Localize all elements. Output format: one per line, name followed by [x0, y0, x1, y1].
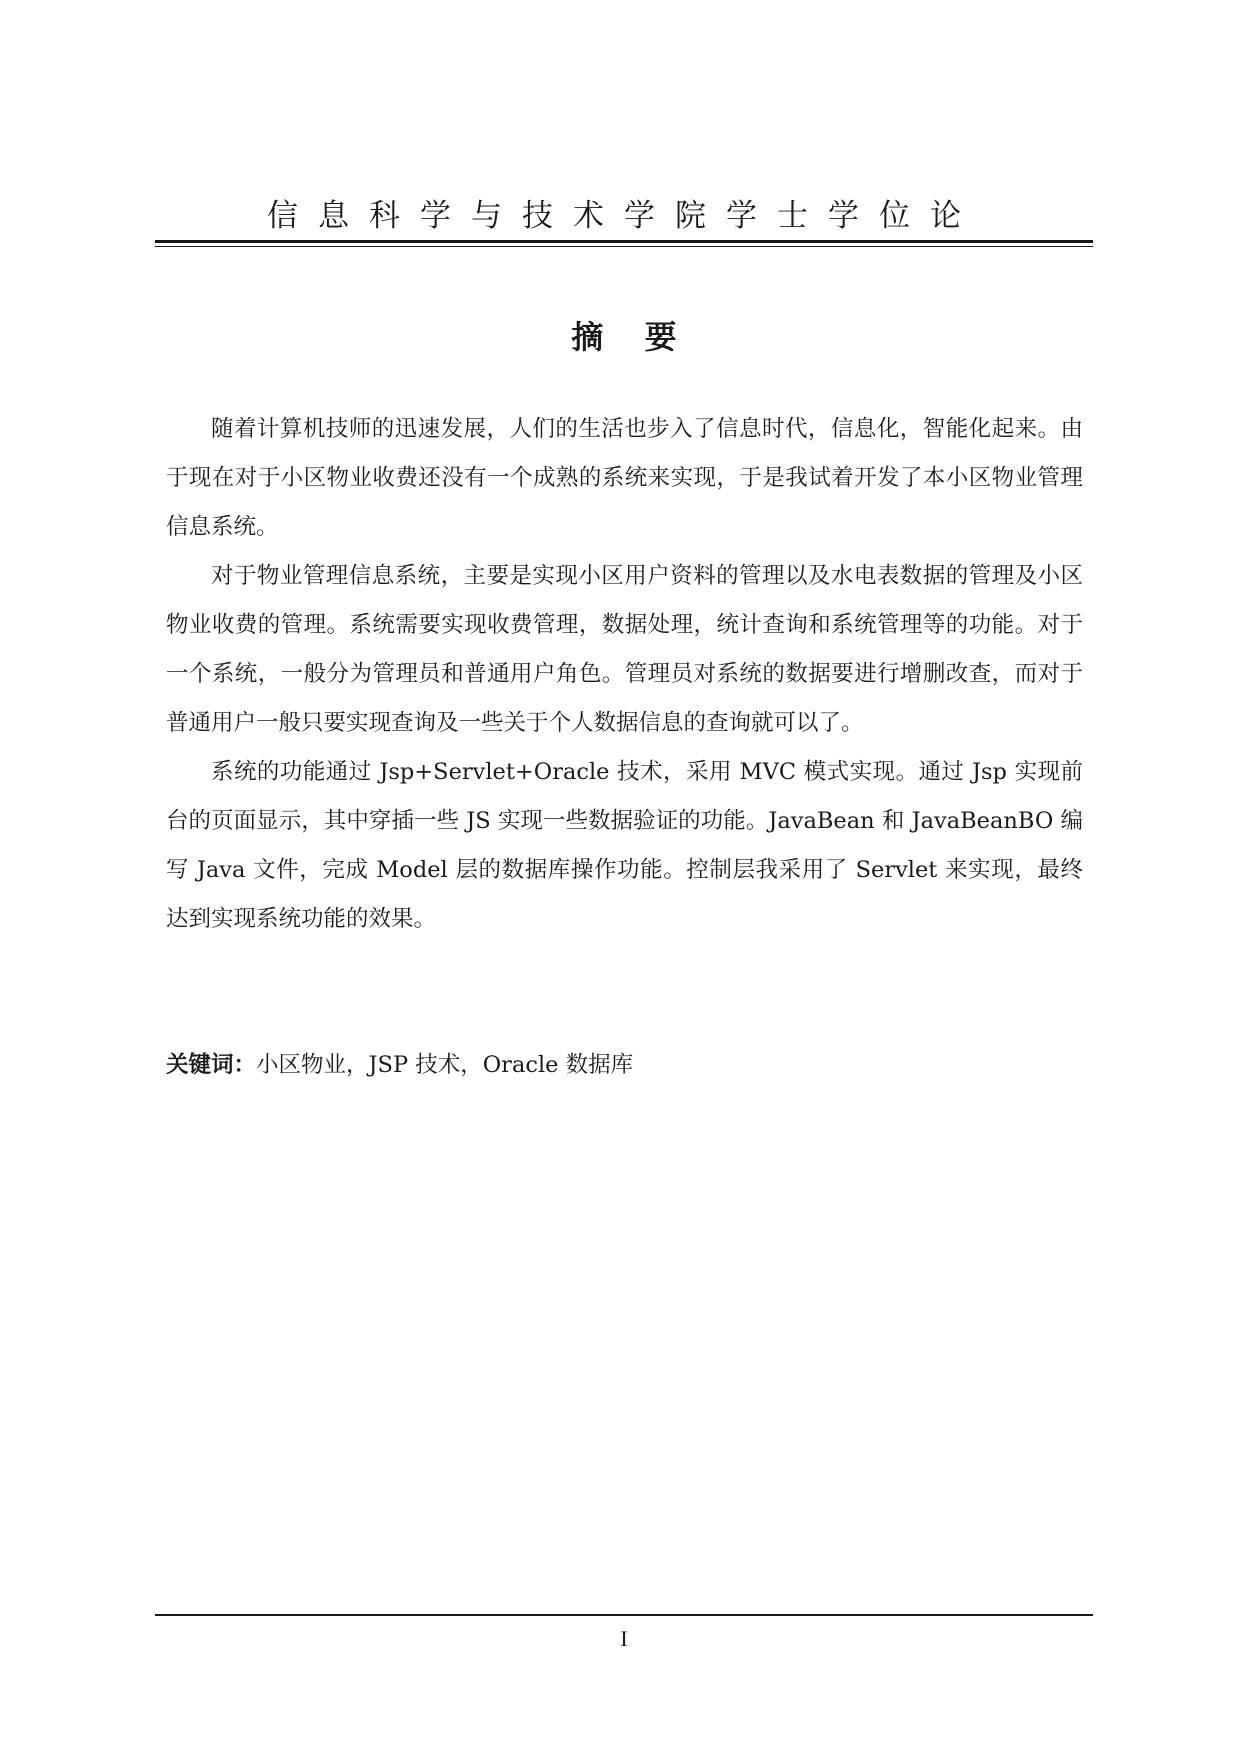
- header-rule-thick: [155, 240, 1093, 243]
- abstract-paragraph-2: 对于物业管理信息系统，主要是实现小区用户资料的管理以及水电表数据的管理及小区物业收费的管理。系统需要实现收费管理，数据处理，统计查询和系统管理等的功能。对于一个系统，一般分为管理员和普通用户角色。管理员对系统的数据要进行增删改查，而对于普通用户一般只要实现查询及一些关于个人数据信息的查询就可以了。: [166, 563, 1083, 736]
- abstract-paragraph-1: 随着计算机技师的迅速发展，人们的生活也步入了信息时代，信息化，智能化起来。由于现在对于小区物业收费还没有一个成熟的系统来实现，于是我试着开发了本小区物业管理信息系统。: [166, 416, 1083, 540]
- abstract-paragraph-3: 系统的功能通过 Jsp+Servlet+Oracle 技术，采用 MVC 模式实现。通过 Jsp 实现前台的页面显示，其中穿插一些 JS 实现一些数据验证的功能。JavaBean 和 JavaBeanBO 编写 Java 文件，完成 Model 层的数据库操作功能。控制层我采用了 Servlet 来实现，最终达到实现系统功能的效果。: [166, 759, 1083, 932]
- header-rule-thin: [155, 246, 1093, 247]
- keywords-label: 关键词：: [166, 1052, 257, 1078]
- keywords-value: 小区物业，JSP 技术，Oracle 数据库: [256, 1052, 634, 1078]
- abstract-title: 摘 要: [571, 318, 677, 356]
- keywords-line: [166, 1045, 1083, 1085]
- page-number: I: [620, 1626, 628, 1651]
- running-header: 信息科学与技术学院学士学位论: [267, 198, 981, 234]
- abstract-body: [166, 405, 1083, 944]
- footer-rule: [155, 1614, 1093, 1616]
